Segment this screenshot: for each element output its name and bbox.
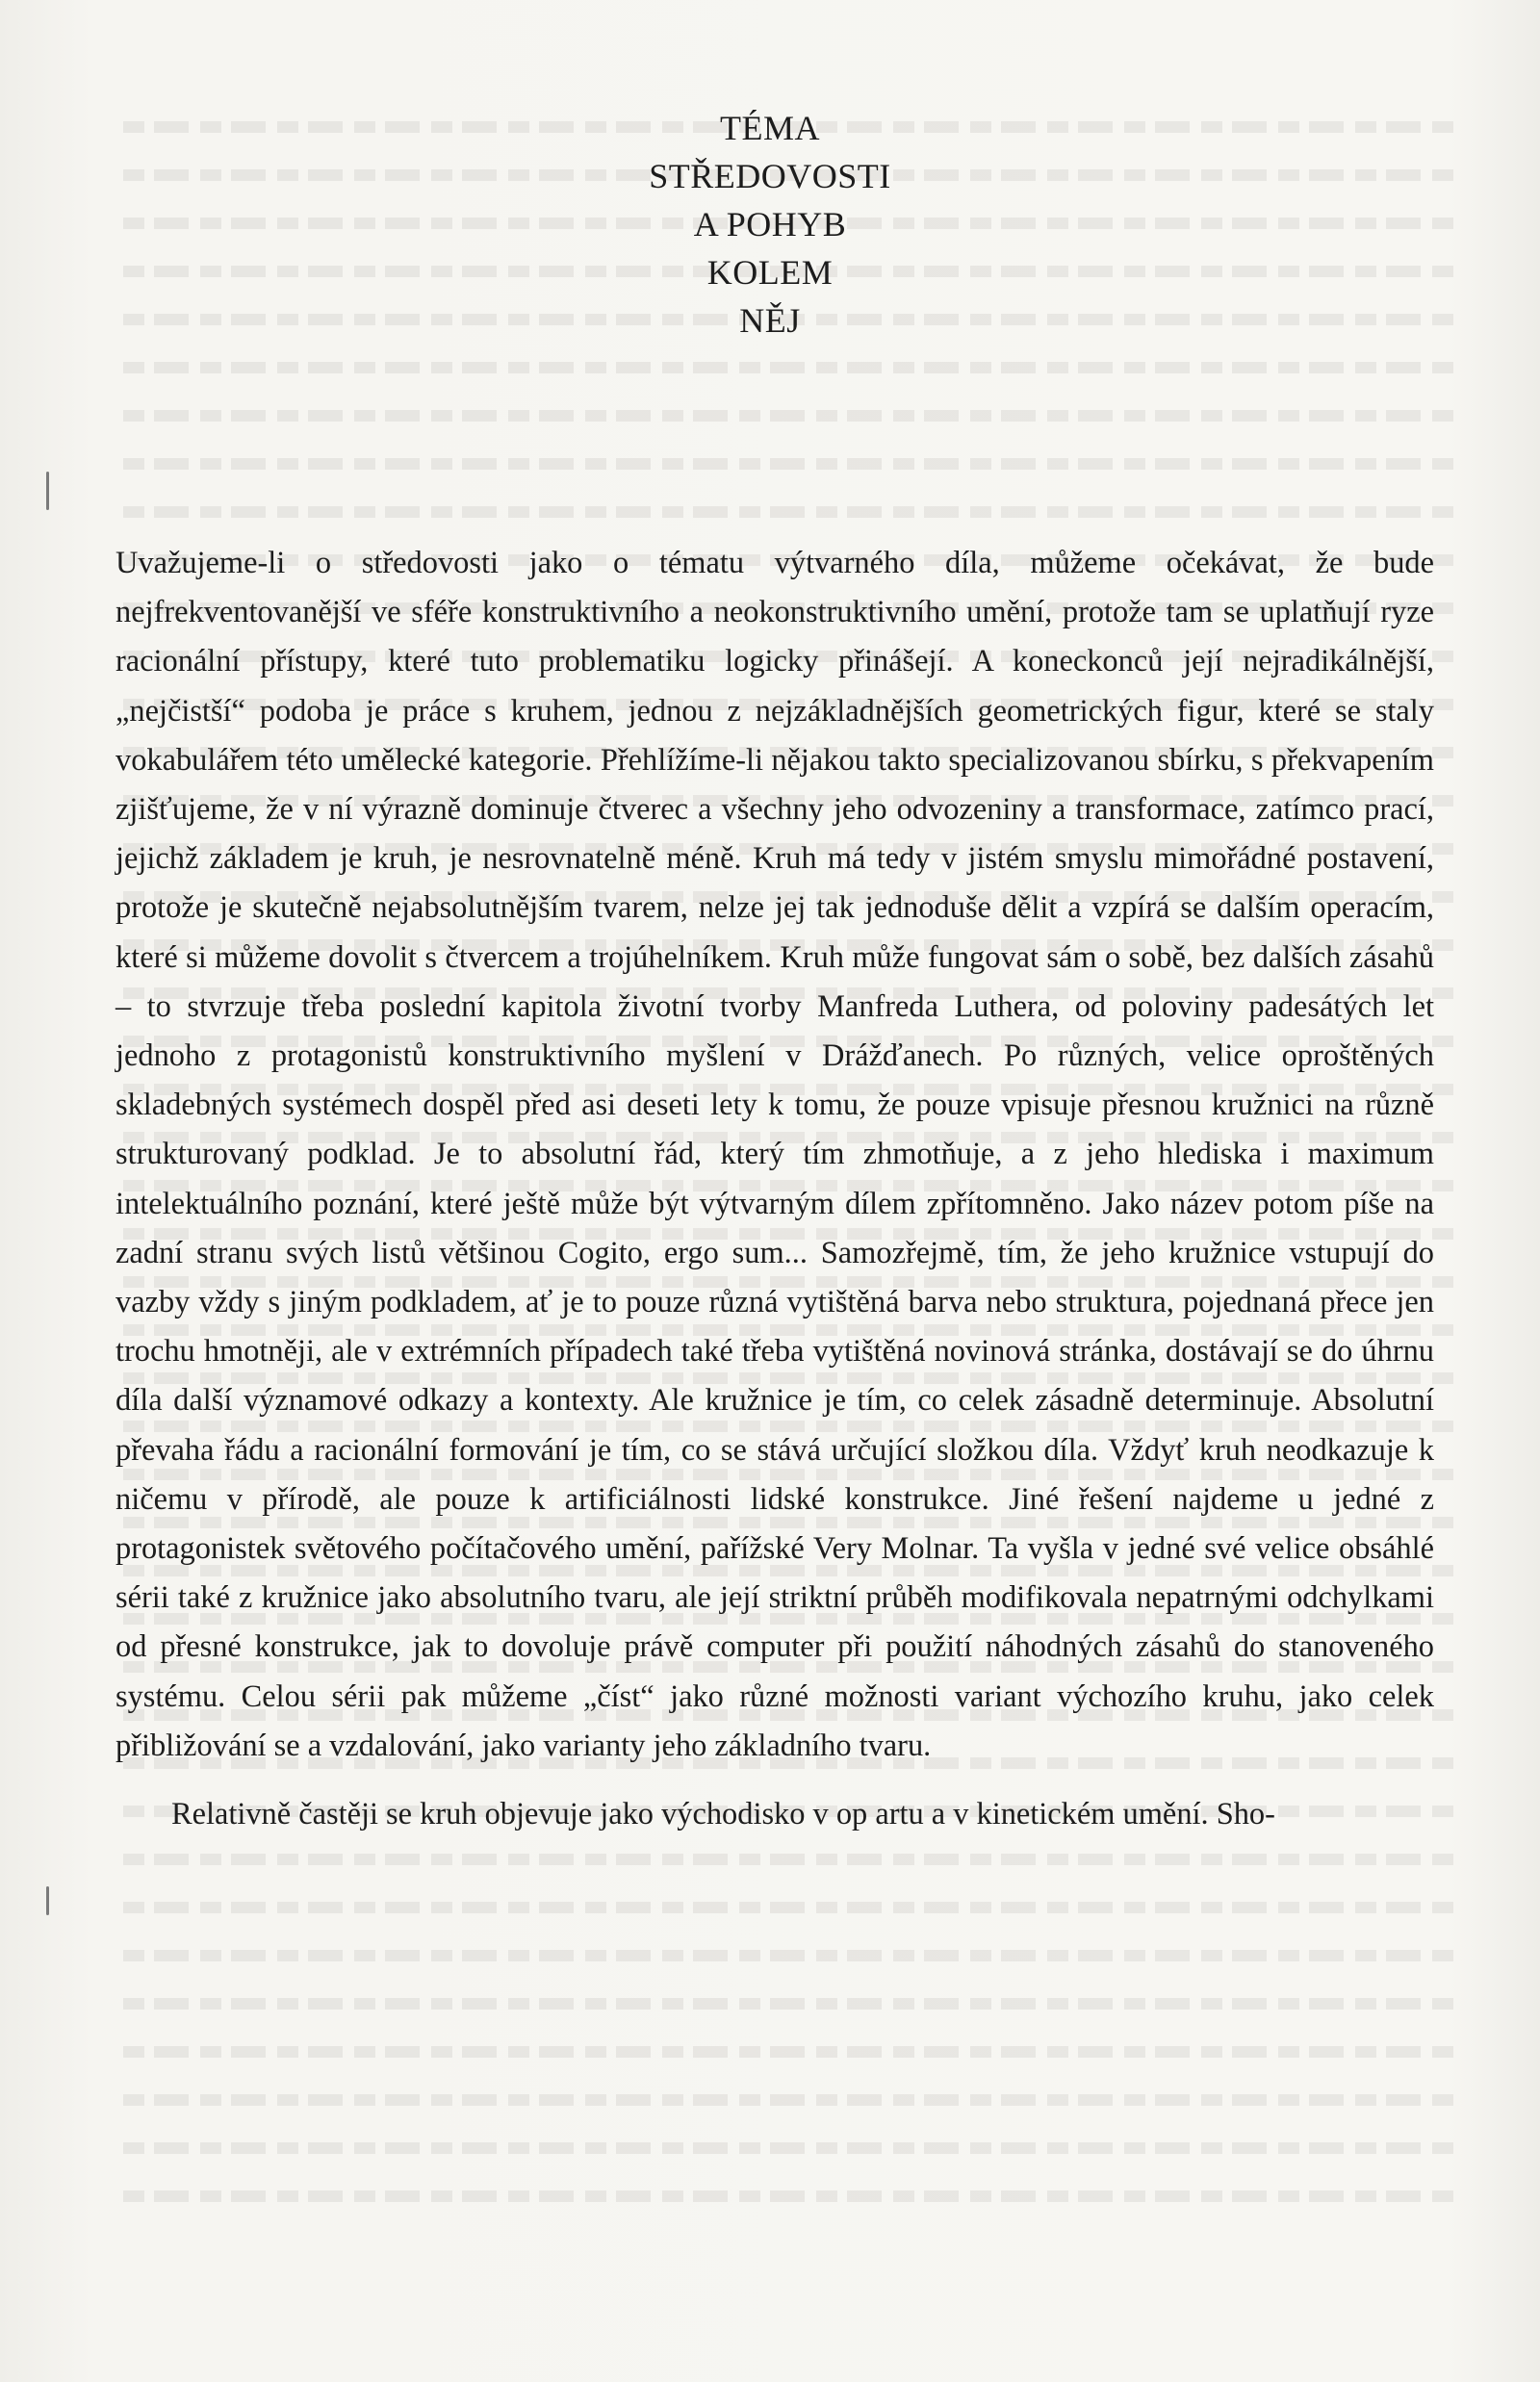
title-line: NĚJ [739,301,801,340]
binding-mark [46,1886,49,1915]
paragraph: Uvažujeme-li o středovosti jako o tématu výtvarného díla, můžeme očekávat, že bude nejfrekventovanější ve sféře konstruktivního a neokonstruktivního umění, protože tam se uplatňují ryze racionální přístupy, které tuto problematiku logicky přinášejí. A koneckonců její nejradikálnější, „nejčistší“ podoba je práce s kruhem, jednou z nejzákladnějších geometrických figur, které se staly vokabulářem této umělecké kategorie. Přehlížíme-li nějakou takto specializovanou sbírku, s překvapením zjišťujeme, že v ní výrazně dominuje čtverec a všechny jeho odvozeniny a transformace, zatímco prací, jejichž základem je kruh, je nesrovnatelně méně. Kruh má tedy v jistém smyslu mimořádné postavení, protože je skutečně nejabsolutnějším tvarem, nelze jej tak jednoduše dělit a vzpírá se dalším operacím, které si můžeme dovolit s čtvercem a trojúhelníkem. Kruh může fungovat sám o sobě, bez dalších zásahů – to stvrzuje třeba poslední kapitola životní tvorby Manfreda Luthera, od poloviny padesátých let jednoho z protagonistů konstruktivního myšlení v Drážďanech. Po různých, velice oproštěných skladebných systémech dospěl před asi deseti lety k tomu, že pouze vpisuje přesnou kružnici na různě strukturovaný podklad. Je to absolutní řád, který tím zhmotňuje, a z jeho hlediska i maximum intelektuálního poznání, které ještě může být výtvarným dílem zpřítomněno. Jako název potom píše na zadní stranu svých listů většinou Cogito, ergo sum... Samozřejmě, tím, že jeho kružnice vstupují do vazby vždy s jiným podkladem, ať je to pouze různá vytištěná barva nebo struktura, pojednaná přece jen trochu hmotněji, ale v extrémních případech také třeba vytištěná novinová stránka, dostávají se do úhrnu díla další významové odkazy a kontexty. Ale kružnice je tím, co celek zásadně determinuje. Absolutní převaha řádu a racionální formování je tím, co se stává určující složkou díla. Vždyť kruh neodkazuje k ničemu v přírodě, ale pouze k artificiálnosti lidské konstrukce. Jiné řešení najdeme u jedné z protagonistek světového počítačového umění, pařížské Very Molnar. Ta vyšla v jedné své velice obsáhlé sérii také z kružnice jako absolutního tvaru, ale její striktní průběh modifikovala nepatrnými odchylkami od přesné konstrukce, jak to dovoluje právě computer při použití náhodných zásahů do stanoveného systému. Celou sérii pak můžeme „číst“ jako různé možnosti variant výchozího kruhu, jako celek přibližování se a vzdalování, jako varianty jeho základního tvaru. [116,546,1434,1763]
paragraph: Relativně častěji se kruh objevuje jako východisko v op artu a v kinetickém umění. Sho- [171,1797,1275,1832]
title-line: A POHYB [693,205,847,243]
chapter-title [616,104,924,345]
title-line: TÉMA [720,109,820,147]
title-line: STŘEDOVOSTI [649,157,891,195]
title-line: KOLEM [706,253,834,292]
binding-mark [46,472,49,510]
body-text [116,539,1434,1839]
